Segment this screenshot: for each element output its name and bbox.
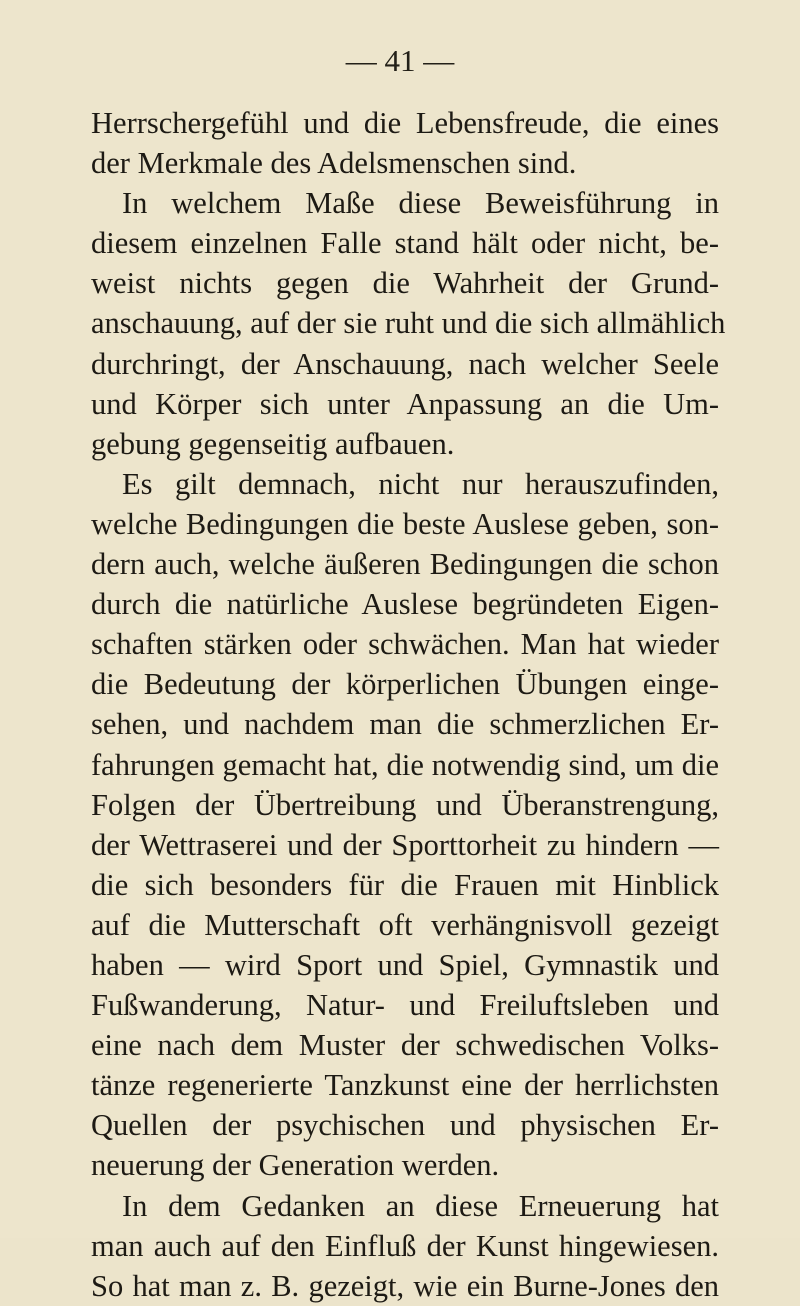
text-line: Herrschergefühl und die Lebensfreude, die eines <box>91 106 719 140</box>
text-line: dern auch, welche äußeren Bedingungen die schon <box>91 547 719 582</box>
text-line: Fußwanderung, Natur- und Freiluftsleben und <box>91 988 719 1023</box>
text-line: anschauung, auf der sie ruht und die sich allmählich <box>91 306 726 341</box>
text-line: man auch auf den Einfluß der Kunst hingewiesen. <box>91 1228 719 1263</box>
text-line: welche Bedingungen die beste Auslese geben, son- <box>91 506 719 541</box>
text-line: gebung gegenseitig aufbauen. <box>91 426 455 461</box>
text-line: auf die Mutterschaft oft verhängnisvoll gezeigt <box>91 907 719 942</box>
text-line: und Körper sich unter Anpassung an die Um- <box>91 386 719 421</box>
text-line: In welchem Maße diese Beweisführung in <box>122 186 719 221</box>
text-line: tänze regenerierte Tanzkunst eine der herrlichsten <box>91 1068 719 1103</box>
text-line: der Merkmale des Adelsmenschen sind. <box>91 146 577 181</box>
text-line: So hat man z. B. gezeigt, wie ein Burne-Jones den <box>91 1268 719 1303</box>
text-line: Folgen der Übertreibung und Überanstrengung, <box>91 787 719 822</box>
text-line: eine nach dem Muster der schwedischen Volks- <box>91 1028 719 1063</box>
text-line: die Bedeutung der körperlichen Übungen einge- <box>91 667 719 702</box>
body-text <box>91 103 726 1306</box>
text-line: sehen, und nachdem man die schmerzlichen Er- <box>91 707 719 742</box>
text-line: die sich besonders für die Frauen mit Hinblick <box>91 867 719 902</box>
text-line: weist nichts gegen die Wahrheit der Grund- <box>91 266 719 301</box>
text-line: durchringt, der Anschauung, nach welcher Seele <box>91 346 719 381</box>
text-line: Quellen der psychischen und physischen Er- <box>91 1108 719 1143</box>
text-line: In dem Gedanken an diese Erneuerung hat <box>122 1188 719 1223</box>
text-line: neuerung der Generation werden. <box>91 1148 500 1183</box>
text-line: Es gilt demnach, nicht nur herauszufinden, <box>122 466 719 501</box>
text-line: haben — wird Sport und Spiel, Gymnastik und <box>91 947 719 982</box>
text-line: fahrungen gemacht hat, die notwendig sind, um die <box>91 747 719 782</box>
text-line: schaften stärken oder schwächen. Man hat wieder <box>91 627 719 662</box>
text-line: der Wettraserei und der Sporttorheit zu hindern — <box>91 827 719 862</box>
page-number: — 41 — <box>345 43 455 78</box>
text-line: durch die natürliche Auslese begründeten Eigen- <box>91 587 719 622</box>
text-line: diesem einzelnen Falle stand hält oder nicht, be- <box>91 226 719 261</box>
